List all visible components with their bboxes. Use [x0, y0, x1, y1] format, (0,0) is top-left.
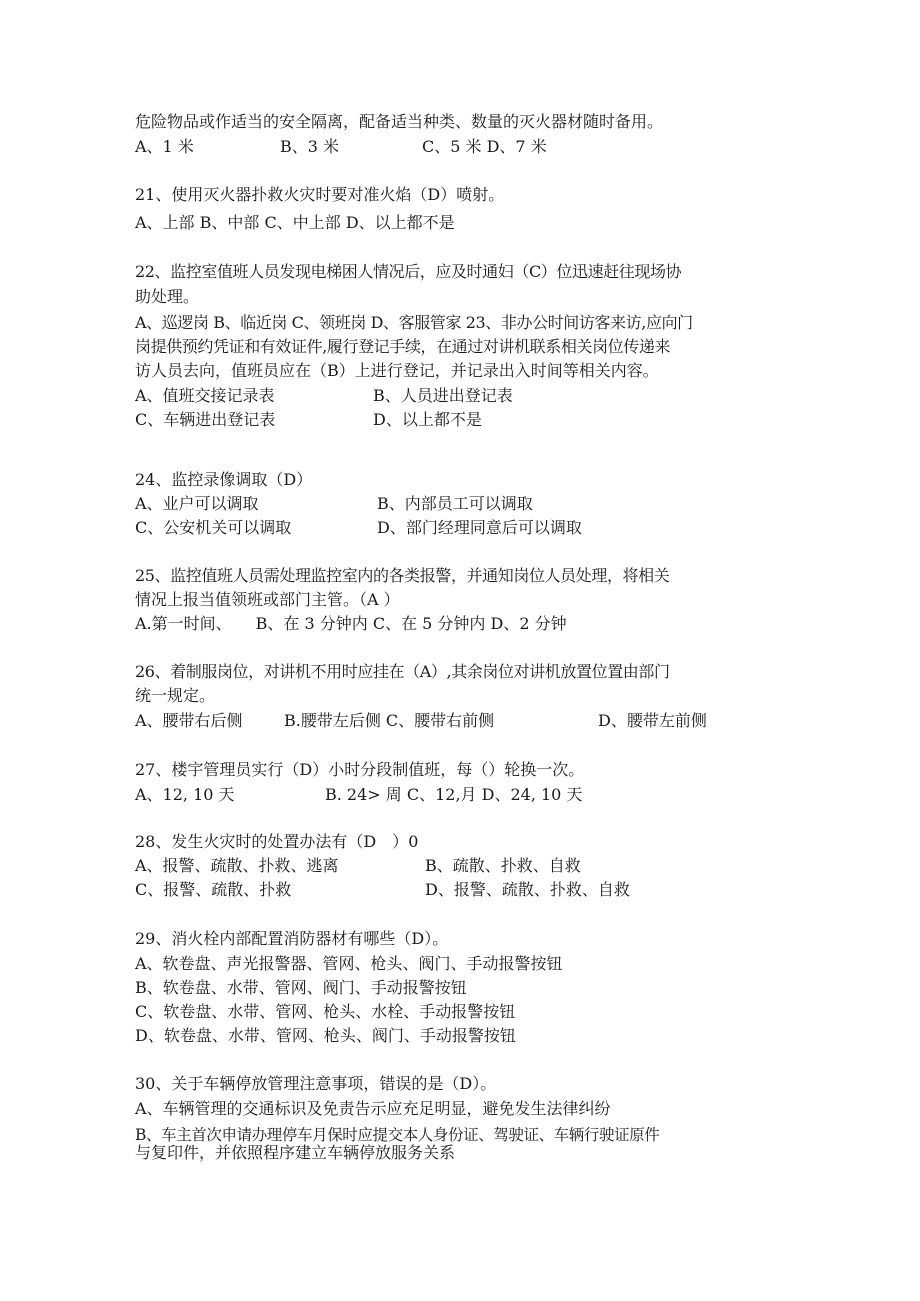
option-c: C、报警、疏散、扑救 — [135, 880, 292, 899]
option-c: C、车辆进出登记表 — [135, 410, 276, 429]
option-d: D、部门经理同意后可以调取 — [377, 518, 582, 537]
question-21-options: A、上部 B、中部 C、中上部 D、以上都不是 — [135, 213, 455, 232]
option-a: A、报警、疏散、扑救、逃离 — [135, 856, 339, 875]
question-23-cont: 访人员去向，值班员应在（B）上进行登记，并记录出入时间等相关内容。 — [135, 361, 659, 380]
option-b: B、3 米 — [280, 137, 340, 156]
option-d: D、报警、疏散、扑救、自救 — [425, 880, 630, 899]
question-22-cont: 助处理。 — [135, 287, 200, 306]
option-c: C、公安机关可以调取 — [135, 518, 292, 537]
option-b: B、软卷盘、水带、管网、阀门、手动报警按钮 — [135, 978, 467, 997]
option-b: B、人员进出登记表 — [373, 386, 513, 405]
option-c: C、软卷盘、水带、管网、枪头、水栓、手动报警按钮 — [135, 1002, 516, 1021]
question-24: 24、监控录像调取（D） — [135, 470, 313, 489]
option-b: B、内部员工可以调取 — [377, 494, 533, 513]
option-b-cont: 与复印件，并依照程序建立车辆停放服务关系 — [135, 1143, 456, 1162]
question-27: 27、楼宇管理员实行（D）小时分段制值班，每（）轮换一次。 — [135, 760, 585, 779]
question-22-options: A、巡逻岗 B、临近岗 C、领班岗 D、客服管家 23、非办公时间访客来访,应向门 — [135, 313, 693, 332]
option-a: A、软卷盘、声光报警器、管网、枪头、阀门、手动报警按钮 — [135, 954, 563, 973]
question-23-cont: 岗提供预约凭证和有效证件,履行登记手续，在通过对讲机联系相关岗位传递来 — [135, 337, 671, 356]
option-bcd: B. 24> 周 C、12,月 D、24, 10 天 — [325, 785, 583, 804]
question-30: 30、关于车辆停放管理注意事项，错误的是（D）。 — [135, 1074, 497, 1093]
question-26-cont: 统一规定。 — [135, 686, 216, 705]
option-a: A、值班交接记录表 — [135, 386, 275, 405]
option-d: D、软卷盘、水带、管网、枪头、阀门、手动报警按钮 — [135, 1026, 516, 1045]
question-26: 26、着制服岗位，对讲机不用时应挂在（A）,其余岗位对讲机放置位置由部门 — [135, 662, 670, 681]
option-b: B、疏散、扑救、自救 — [425, 856, 581, 875]
option-a: A、业户可以调取 — [135, 494, 259, 513]
question-21: 21、使用灭火器扑救火灾时要对准火焰（D）喷射。 — [135, 185, 505, 204]
option-a: A、车辆管理的交通标识及免责告示应充足明显，避免发生法律纠纷 — [135, 1099, 611, 1118]
question-29: 29、消火栓内部配置消防器材有哪些（D）。 — [135, 929, 449, 948]
option-b: B、车主首次申请办理停车月保时应提交本人身份证、驾驶证、车辆行驶证原件 — [135, 1126, 660, 1144]
option-cd: C、5 米 D、7 米 — [422, 137, 547, 156]
question-25: 25、监控值班人员需处理监控室内的各类报警，并通知岗位人员处理，将相关 — [135, 566, 670, 585]
option-a: A、腰带右后侧 — [135, 711, 243, 730]
option-d: D、以上都不是 — [373, 410, 482, 429]
option-a: A、12, 10 天 — [135, 785, 235, 804]
question-22: 22、监控室值班人员发现电梯困人情况后，应及时通妇（C）位迅速赶往现场协 — [135, 262, 682, 281]
text-line: 危险物品或作适当的安全隔离，配备适当种类、数量的灭火器材随时备用。 — [135, 112, 664, 131]
question-28: 28、发生火灾时的处置办法有（D ）0 — [135, 832, 419, 851]
question-25-cont: 情况上报当值领班或部门主管。（A ） — [135, 590, 400, 609]
option-bc: B.腰带左后侧 C、腰带右前侧 — [284, 711, 495, 730]
question-25-options: A.第一时间、 B、在 3 分钟内 C、在 5 分钟内 D、2 分钟 — [135, 614, 567, 633]
option-a: A、1 米 — [135, 137, 194, 156]
option-d: D、腰带左前侧 — [598, 711, 707, 730]
